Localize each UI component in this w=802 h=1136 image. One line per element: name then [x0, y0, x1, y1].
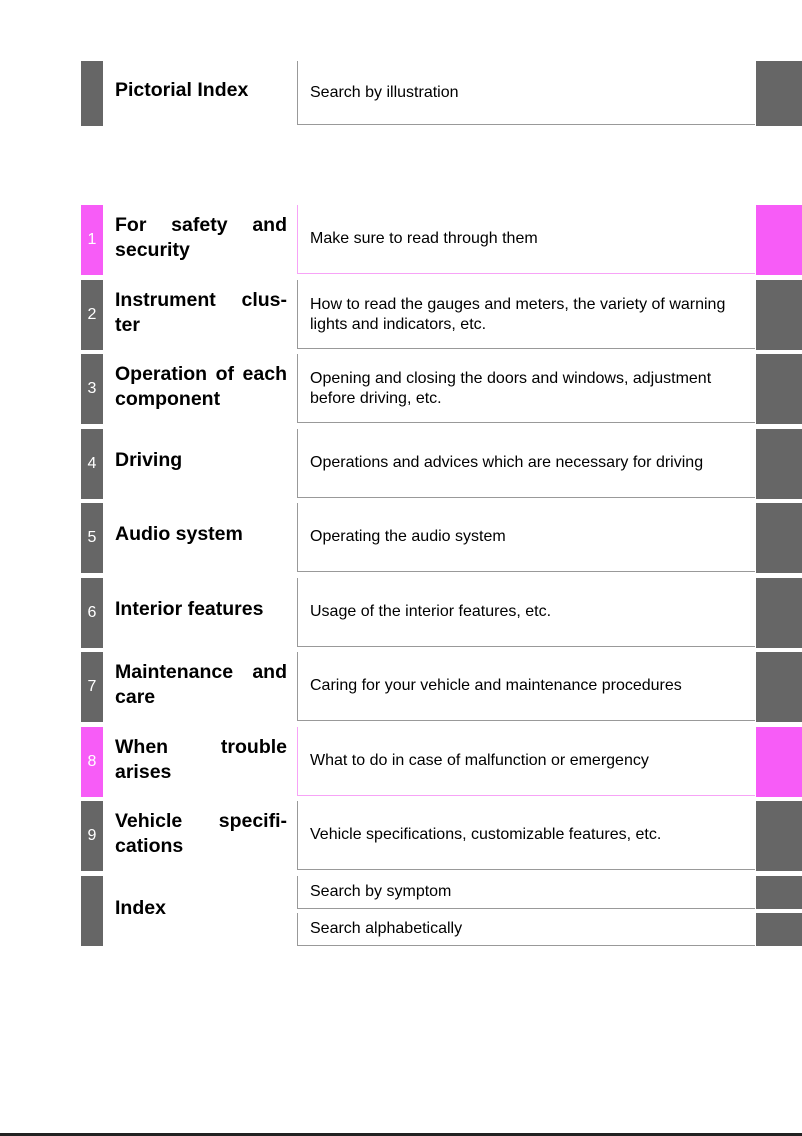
chapter-title: Instrument clus-ter [115, 289, 287, 336]
chapter-number: 6 [81, 578, 103, 648]
thumb-tab[interactable] [756, 652, 802, 722]
chapter-number: 2 [81, 280, 103, 350]
chapter-number: 5 [81, 503, 103, 573]
thumb-tab[interactable] [756, 354, 802, 424]
chapter-title: Interior features [115, 598, 264, 620]
chapter-number: 7 [81, 652, 103, 722]
chapter-description[interactable]: Operations and advices which are necessary for driving [297, 429, 755, 498]
thumb-tab[interactable] [756, 578, 802, 648]
chapter-title: For safety and security [115, 214, 287, 261]
thumb-tab[interactable] [756, 801, 802, 871]
chapter-row-8[interactable] [81, 727, 802, 797]
section-description[interactable]: Search by illustration [297, 61, 755, 125]
chapter-description[interactable]: Make sure to read through them [297, 205, 755, 274]
section-tab [81, 61, 103, 126]
chapter-title: Operation of each component [115, 363, 287, 410]
thumb-tab[interactable] [756, 429, 802, 499]
section-title: Index [115, 897, 166, 919]
section-title: Pictorial Index [115, 79, 249, 101]
chapter-number: 3 [81, 354, 103, 424]
chapter-row-4[interactable] [81, 429, 802, 499]
chapter-description[interactable]: Usage of the interior features, etc. [297, 578, 755, 647]
chapter-description[interactable]: How to read the gauges and meters, the variety of warning lights and indicators, etc. [297, 280, 755, 349]
chapter-title: Driving [115, 449, 183, 471]
thumb-tab[interactable] [756, 205, 802, 275]
section-tab [81, 876, 103, 946]
chapter-row-3[interactable] [81, 354, 802, 424]
thumb-tab[interactable] [756, 503, 802, 573]
chapter-number: 8 [81, 727, 103, 797]
chapter-row-2[interactable] [81, 280, 802, 350]
chapter-row-1[interactable] [81, 205, 802, 275]
thumb-tab[interactable] [756, 280, 802, 350]
chapter-title: Audio system [115, 523, 243, 545]
chapter-description[interactable]: What to do in case of malfunction or emergency [297, 727, 755, 796]
pictorial-index-row[interactable] [81, 61, 802, 126]
chapter-row-6[interactable] [81, 578, 802, 648]
chapter-title: Vehicle specifi-cations [115, 810, 287, 857]
thumb-tab[interactable] [756, 61, 802, 126]
chapter-title: Maintenance and care [115, 661, 287, 708]
search-alphabetically-link[interactable]: Search alphabetically [297, 913, 755, 946]
chapter-number: 4 [81, 429, 103, 499]
thumb-tab[interactable] [756, 913, 802, 946]
search-by-symptom-link[interactable]: Search by symptom [297, 876, 755, 909]
chapter-description[interactable]: Opening and closing the doors and windows, adjustment before driving, etc. [297, 354, 755, 423]
index-row [81, 876, 802, 946]
chapter-description[interactable]: Caring for your vehicle and maintenance procedures [297, 652, 755, 721]
chapter-description[interactable]: Operating the audio system [297, 503, 755, 572]
chapter-row-7[interactable] [81, 652, 802, 722]
thumb-tab[interactable] [756, 876, 802, 909]
chapter-row-9[interactable] [81, 801, 802, 871]
chapter-number: 9 [81, 801, 103, 871]
chapter-title: When trouble arises [115, 736, 287, 783]
chapter-number: 1 [81, 205, 103, 275]
thumb-tab[interactable] [756, 727, 802, 797]
chapter-description[interactable]: Vehicle specifications, customizable features, etc. [297, 801, 755, 870]
chapter-row-5[interactable] [81, 503, 802, 573]
